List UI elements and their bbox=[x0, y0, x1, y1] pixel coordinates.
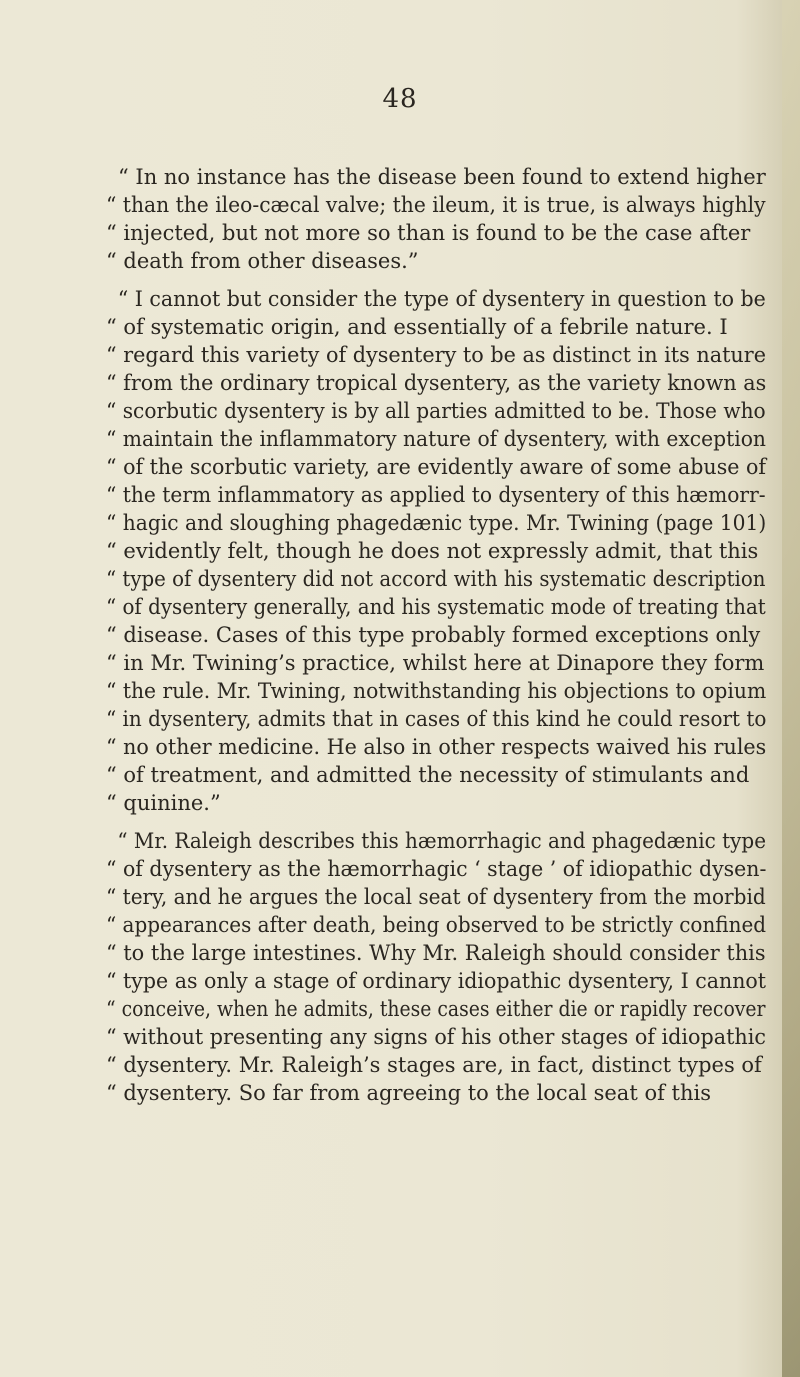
page-edge-shadow bbox=[782, 0, 800, 1377]
text-line: “ the rule. Mr. Twining, notwithstanding his objections to opium bbox=[106, 679, 767, 703]
text-line: “ conceive, when he admits, these cases either die or rapidly recover bbox=[106, 997, 766, 1021]
paragraph-3 bbox=[106, 827, 766, 1107]
text-line: “ of systematic origin, and essentially of a febrile nature. I bbox=[106, 315, 728, 339]
text-line: “ than the ileo-cæcal valve; the ileum, it is true, is always highly bbox=[106, 193, 766, 217]
text-line: “ In no instance has the disease been found to extend higher bbox=[118, 165, 766, 189]
text-line: “ of dysentery generally, and his systematic mode of treating that bbox=[106, 595, 766, 619]
text-line: “ dysentery. Mr. Raleigh’s stages are, in fact, distinct types of bbox=[106, 1053, 762, 1077]
text-line: “ to the large intestines. Why Mr. Raleigh should consider this bbox=[106, 941, 766, 965]
text-line: “ injected, but not more so than is found to be the case after bbox=[106, 221, 751, 245]
text-line: “ type of dysentery did not accord with his systematic description bbox=[106, 567, 766, 591]
text-line: “ of treatment, and admitted the necessity of stimulants and bbox=[106, 763, 750, 787]
paragraph-1 bbox=[106, 163, 766, 275]
text-line: “ maintain the inflammatory nature of dysentery, with exception bbox=[106, 427, 766, 451]
text-line: “ type as only a stage of ordinary idiopathic dysentery, I cannot bbox=[106, 969, 767, 993]
text-line: “ from the ordinary tropical dysentery, as the variety known as bbox=[106, 371, 767, 395]
text-line: “ without presenting any signs of his other stages of idiopathic bbox=[106, 1025, 766, 1049]
text-line: “ tery, and he argues the local seat of dysentery from the morbid bbox=[106, 885, 766, 909]
text-line: “ disease. Cases of this type probably formed exceptions only bbox=[106, 623, 761, 647]
text-line: “ appearances after death, being observed to be strictly confined bbox=[106, 913, 767, 937]
text-line: “ evidently felt, though he does not expressly admit, that this bbox=[106, 539, 759, 563]
text-line: “ the term inflammatory as applied to dysentery of this hæmorr- bbox=[106, 483, 766, 507]
body-text bbox=[106, 163, 766, 1117]
text-line: “ in Mr. Twining’s practice, whilst here at Dinapore they form bbox=[106, 651, 765, 675]
text-line: “ death from other diseases.” bbox=[106, 249, 419, 273]
text-line: “ hagic and sloughing phagedænic type. Mr. Twining (page 101) bbox=[106, 511, 767, 535]
text-line: “ of dysentery as the hæmorrhagic ‘ stage ’ of idiopathic dysen- bbox=[106, 857, 767, 881]
text-line: “ in dysentery, admits that in cases of this kind he could resort to bbox=[106, 707, 767, 731]
text-line: “ of the scorbutic variety, are evidently aware of some abuse of bbox=[106, 455, 767, 479]
text-line: “ quinine.” bbox=[106, 791, 221, 815]
text-line: “ regard this variety of dysentery to be as distinct in its nature bbox=[106, 343, 766, 367]
paragraph-2 bbox=[106, 285, 766, 817]
text-line: “ Mr. Raleigh describes this hæmorrhagic and phagedænic type bbox=[117, 829, 767, 853]
page-number: 48 bbox=[382, 84, 418, 114]
text-line: “ I cannot but consider the type of dysentery in question to be bbox=[117, 287, 766, 311]
text-line: “ scorbutic dysentery is by all parties admitted to be. Those who bbox=[106, 399, 766, 423]
text-line: “ dysentery. So far from agreeing to the local seat of this bbox=[106, 1081, 711, 1105]
text-line: “ no other medicine. He also in other respects waived his rules bbox=[106, 735, 767, 759]
